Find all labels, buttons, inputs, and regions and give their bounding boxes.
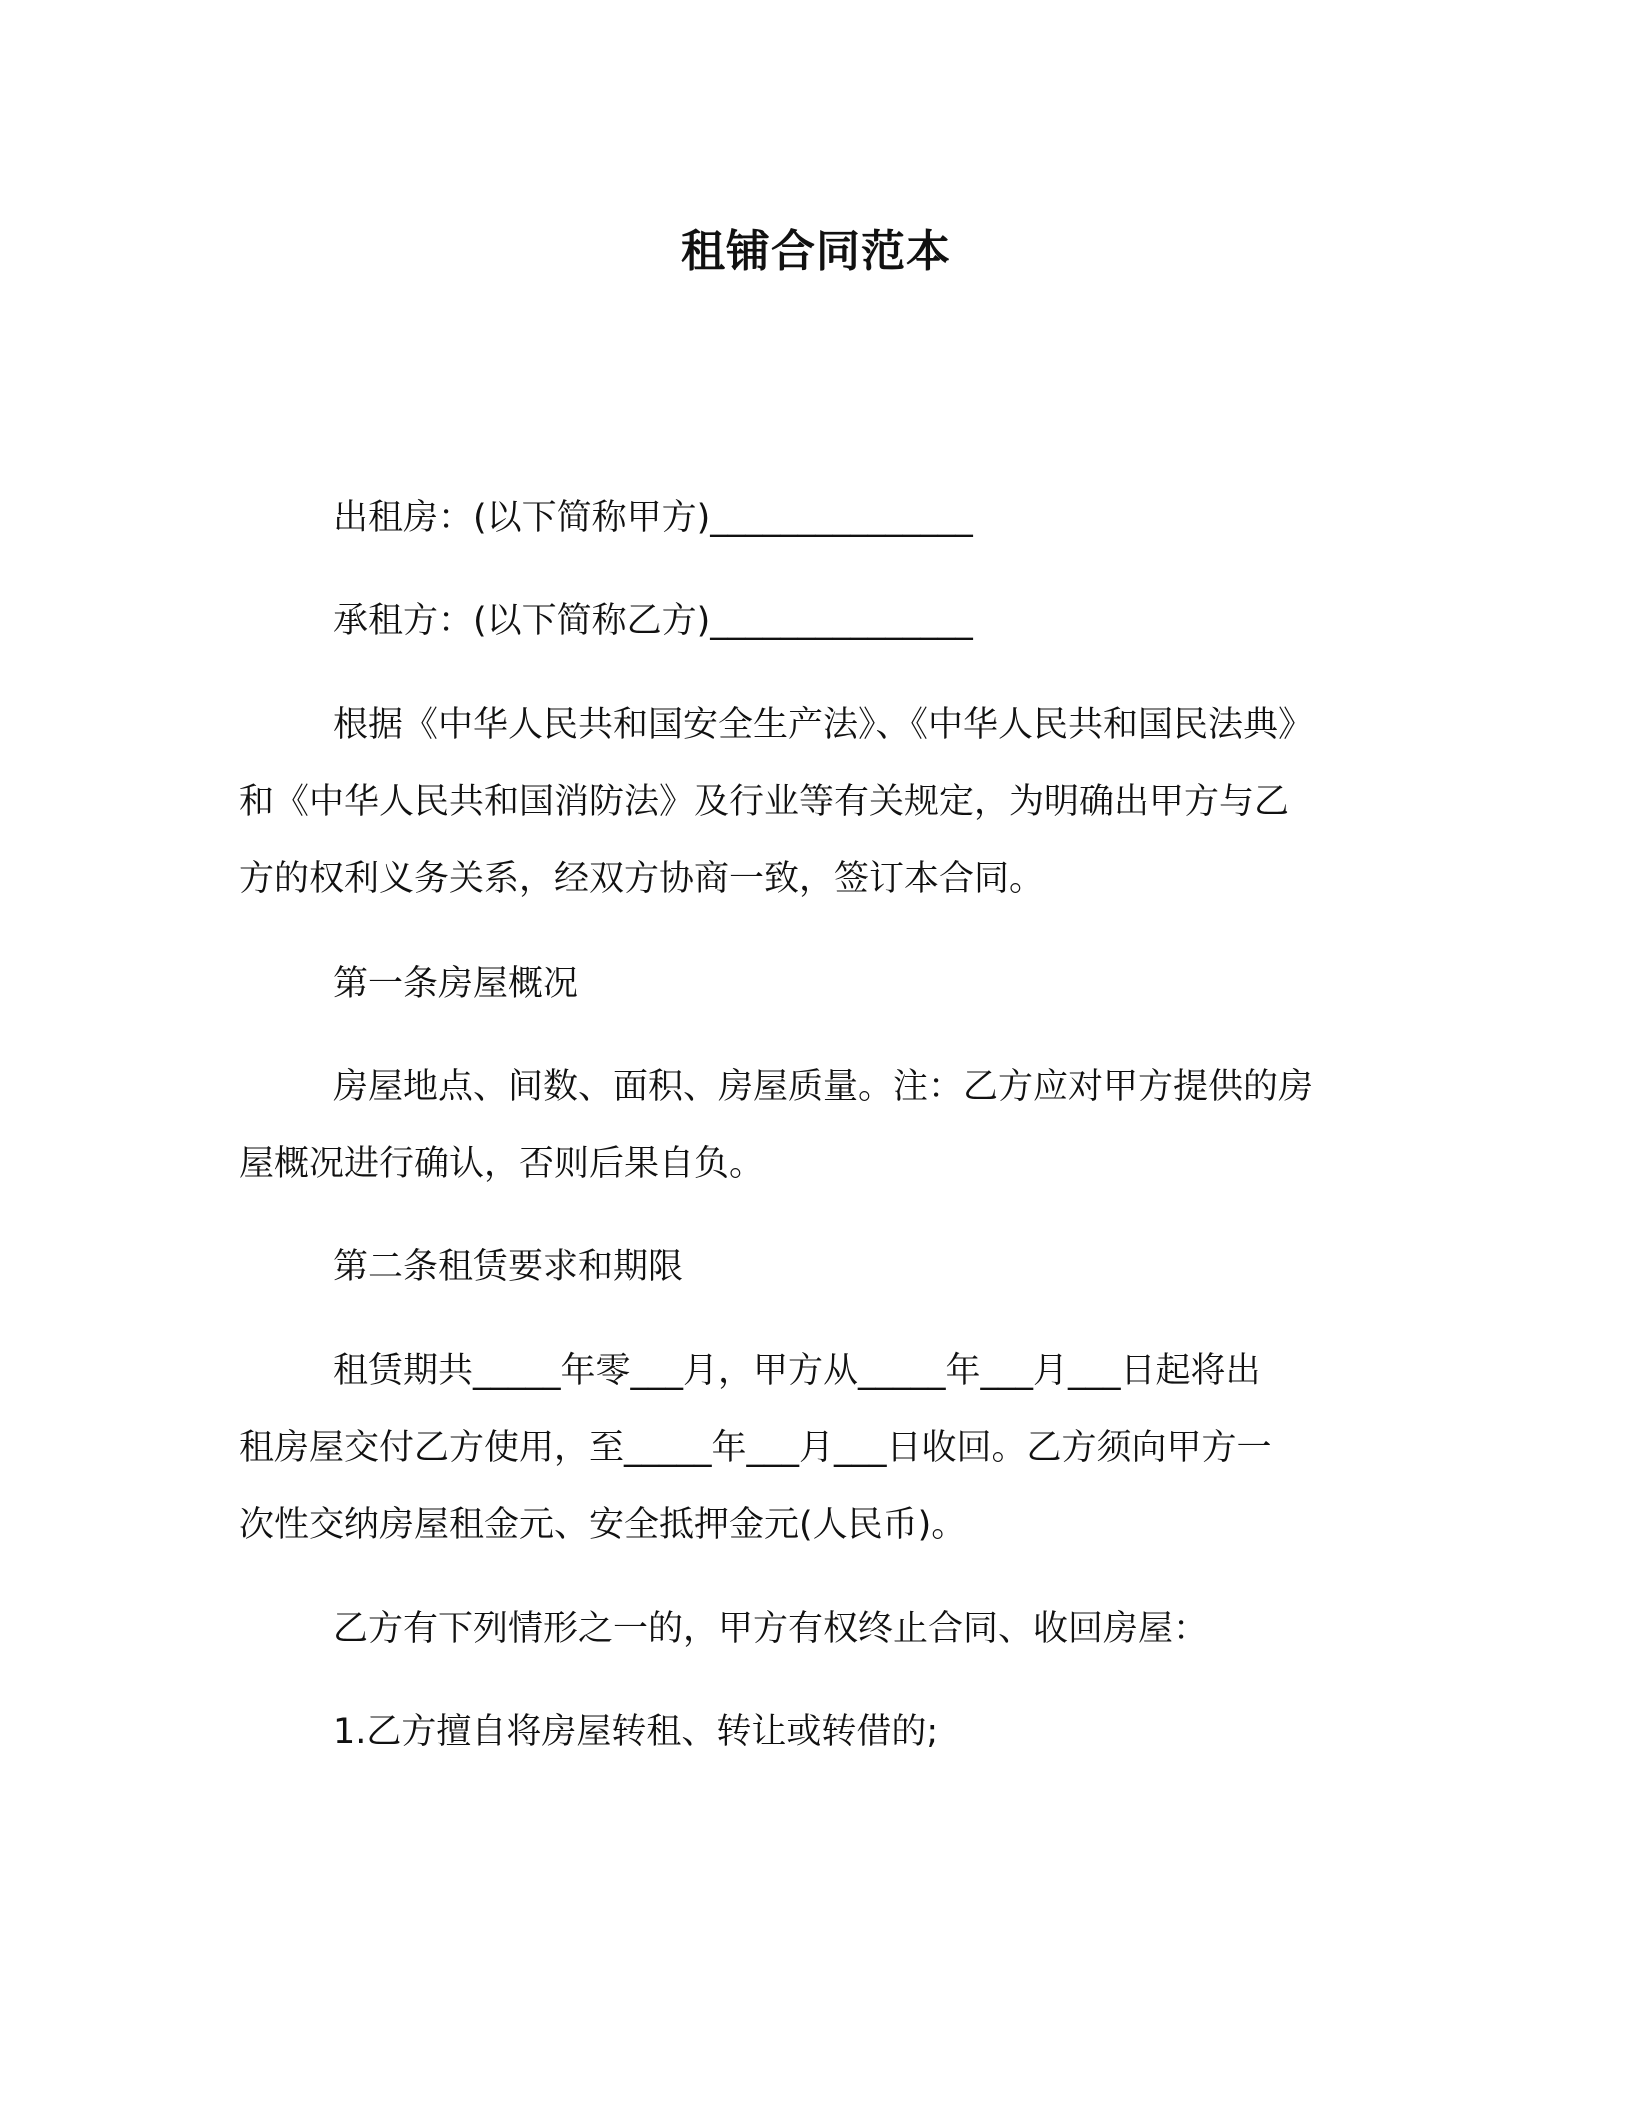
article-1-line-1: 房屋地点、间数、面积、房屋质量。注：乙方应对甲方提供的房 bbox=[333, 1067, 1314, 1107]
article-2-line-3: 次性交纳房屋租金元、安全抵押金元(人民币)。 bbox=[239, 1505, 967, 1545]
article-2-heading: 第二条租赁要求和期限 bbox=[333, 1247, 684, 1287]
preamble-line-2: 和《中华人民共和国消防法》及行业等有关规定，为明确出甲方与乙 bbox=[239, 782, 1290, 822]
article-2-line-2: 租房屋交付乙方使用，至_____年___月___日收回。乙方须向甲方一 bbox=[239, 1428, 1272, 1468]
lessee-line: 承租方：(以下简称乙方)_______________ bbox=[333, 601, 973, 641]
preamble-line-3: 方的权利义务关系，经双方协商一致，签订本合同。 bbox=[239, 859, 1045, 899]
preamble-line-1: 根据《中华人民共和国安全生产法》、《中华人民共和国民法典》 bbox=[333, 705, 1314, 745]
termination-item-1: 1.乙方擅自将房屋转租、转让或转借的; bbox=[333, 1712, 939, 1752]
termination-intro: 乙方有下列情形之一的，甲方有权终止合同、收回房屋： bbox=[333, 1609, 1209, 1649]
article-1-line-2: 屋概况进行确认，否则后果自负。 bbox=[239, 1144, 765, 1184]
lessor-line: 出租房：(以下简称甲方)_______________ bbox=[333, 498, 973, 538]
document-title: 租铺合同范本 bbox=[681, 226, 951, 277]
article-1-heading: 第一条房屋概况 bbox=[333, 964, 579, 1004]
article-2-line-1: 租赁期共_____年零___月，甲方从_____年___月___日起将出 bbox=[333, 1351, 1261, 1391]
